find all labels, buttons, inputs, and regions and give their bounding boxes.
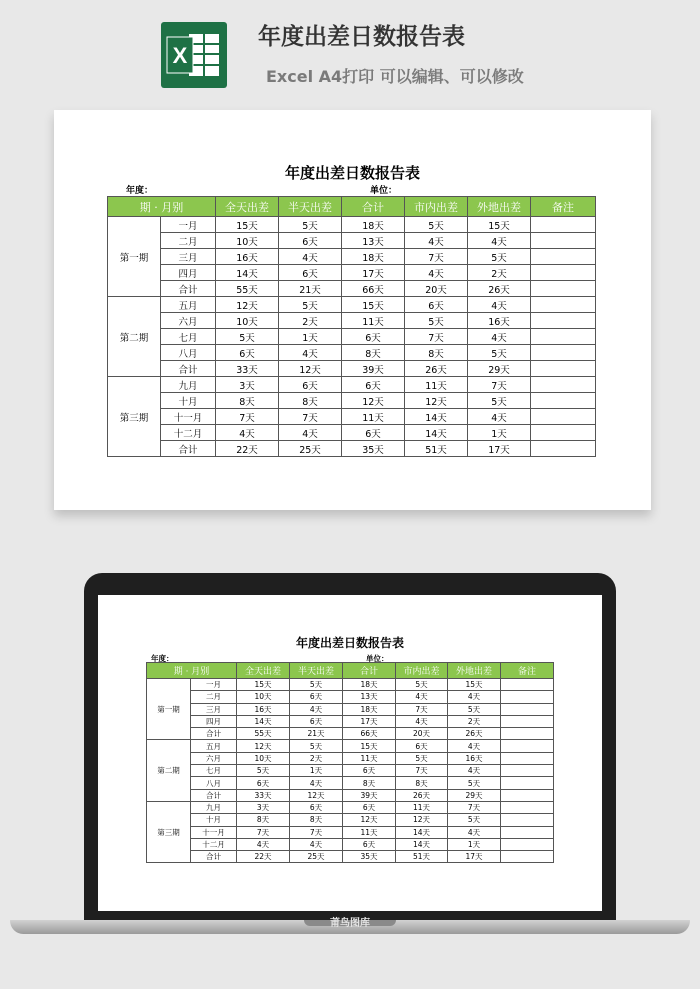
month-cell: 七月 <box>191 765 237 777</box>
month-cell: 三月 <box>161 249 216 265</box>
month-cell: 二月 <box>191 691 237 703</box>
local-cell: 6天 <box>396 740 448 752</box>
column-header: 外地出差 <box>468 197 531 217</box>
full-cell: 55天 <box>237 728 290 740</box>
column-header: 市内出差 <box>405 197 468 217</box>
month-cell: 一月 <box>191 679 237 691</box>
half-cell: 8天 <box>279 393 342 409</box>
half-cell: 6天 <box>279 233 342 249</box>
local-cell: 7天 <box>396 703 448 715</box>
table-row <box>108 265 596 281</box>
total-cell: 12天 <box>343 814 396 826</box>
remote-cell: 1天 <box>468 425 531 441</box>
table-row <box>108 345 596 361</box>
table-row <box>108 249 596 265</box>
period-cell: 第三期 <box>147 801 191 862</box>
half-cell: 2天 <box>279 313 342 329</box>
remote-cell: 15天 <box>468 217 531 233</box>
full-cell: 14天 <box>216 265 279 281</box>
local-cell: 6天 <box>405 297 468 313</box>
full-cell: 10天 <box>237 752 290 764</box>
local-cell: 14天 <box>405 425 468 441</box>
note-cell <box>501 691 554 703</box>
remote-cell: 4天 <box>448 765 501 777</box>
full-cell: 16天 <box>216 249 279 265</box>
total-cell: 66天 <box>343 728 396 740</box>
local-cell: 5天 <box>396 752 448 764</box>
total-cell: 18天 <box>342 249 405 265</box>
local-cell: 20天 <box>405 281 468 297</box>
month-cell: 四月 <box>161 265 216 281</box>
total-cell: 11天 <box>342 409 405 425</box>
note-cell <box>531 233 596 249</box>
total-cell: 35天 <box>343 851 396 863</box>
total-cell: 6天 <box>342 329 405 345</box>
note-cell <box>531 345 596 361</box>
remote-cell: 4天 <box>468 233 531 249</box>
note-cell <box>531 409 596 425</box>
sheet-title: 年度出差日数报告表 <box>284 164 420 182</box>
remote-cell: 26天 <box>468 281 531 297</box>
column-header: 备注 <box>501 663 554 679</box>
local-cell: 4天 <box>396 691 448 703</box>
local-cell: 7天 <box>405 329 468 345</box>
local-cell: 4天 <box>405 265 468 281</box>
full-cell: 5天 <box>237 765 290 777</box>
half-cell: 6天 <box>290 715 343 727</box>
remote-cell: 2天 <box>468 265 531 281</box>
period-cell: 第三期 <box>108 377 161 457</box>
total-cell: 18天 <box>343 679 396 691</box>
total-cell: 15天 <box>343 740 396 752</box>
month-cell: 三月 <box>191 703 237 715</box>
half-cell: 8天 <box>290 814 343 826</box>
half-cell: 6天 <box>290 801 343 813</box>
page-title: 年度出差日数报告表 <box>258 24 465 50</box>
half-cell: 21天 <box>290 728 343 740</box>
total-cell: 11天 <box>343 752 396 764</box>
month-cell: 合计 <box>161 441 216 457</box>
full-cell: 6天 <box>216 345 279 361</box>
local-cell: 7天 <box>396 765 448 777</box>
month-cell: 一月 <box>161 217 216 233</box>
full-cell: 55天 <box>216 281 279 297</box>
half-cell: 6天 <box>290 691 343 703</box>
full-cell: 12天 <box>237 740 290 752</box>
month-cell: 十二月 <box>191 838 237 850</box>
table-row <box>147 679 554 691</box>
total-cell: 17天 <box>342 265 405 281</box>
table-row <box>147 814 554 826</box>
total-cell: 17天 <box>343 715 396 727</box>
laptop-sheet <box>98 595 602 911</box>
full-cell: 3天 <box>237 801 290 813</box>
note-cell <box>531 265 596 281</box>
note-cell <box>531 281 596 297</box>
half-cell: 5天 <box>290 740 343 752</box>
month-cell: 十月 <box>191 814 237 826</box>
table-row <box>108 409 596 425</box>
page-subtitle: Excel A4打印 可以编辑、可以修改 <box>266 67 524 86</box>
local-cell: 51天 <box>405 441 468 457</box>
full-cell: 6天 <box>237 777 290 789</box>
total-cell: 12天 <box>342 393 405 409</box>
remote-cell: 4天 <box>468 409 531 425</box>
total-cell: 8天 <box>342 345 405 361</box>
table-row <box>147 740 554 752</box>
remote-cell: 5天 <box>468 345 531 361</box>
remote-cell: 29天 <box>448 789 501 801</box>
note-cell <box>501 715 554 727</box>
table-row <box>108 297 596 313</box>
full-cell: 3天 <box>216 377 279 393</box>
half-cell: 4天 <box>279 249 342 265</box>
note-cell <box>501 765 554 777</box>
local-cell: 8天 <box>405 345 468 361</box>
header-row <box>147 663 554 679</box>
total-cell: 8天 <box>343 777 396 789</box>
table-row <box>147 838 554 850</box>
full-cell: 8天 <box>237 814 290 826</box>
full-cell: 15天 <box>237 679 290 691</box>
year-label: 年度： <box>151 654 174 663</box>
remote-cell: 7天 <box>468 377 531 393</box>
table-row <box>108 217 596 233</box>
full-cell: 8天 <box>216 393 279 409</box>
month-cell: 合计 <box>161 281 216 297</box>
remote-cell: 17天 <box>468 441 531 457</box>
remote-cell: 5天 <box>468 249 531 265</box>
local-cell: 8天 <box>396 777 448 789</box>
month-cell: 十月 <box>161 393 216 409</box>
total-cell: 6天 <box>342 377 405 393</box>
note-cell <box>531 297 596 313</box>
half-cell: 12天 <box>279 361 342 377</box>
table-row <box>108 425 596 441</box>
month-cell: 七月 <box>161 329 216 345</box>
table-row <box>108 441 596 457</box>
table-row <box>147 703 554 715</box>
note-cell <box>501 838 554 850</box>
remote-cell: 4天 <box>468 329 531 345</box>
remote-cell: 4天 <box>468 297 531 313</box>
column-header: 半天出差 <box>290 663 343 679</box>
remote-cell: 15天 <box>448 679 501 691</box>
half-cell: 4天 <box>279 425 342 441</box>
full-cell: 33天 <box>216 361 279 377</box>
note-cell <box>501 728 554 740</box>
month-cell: 合计 <box>161 361 216 377</box>
half-cell: 1天 <box>279 329 342 345</box>
table-row <box>108 393 596 409</box>
remote-cell: 29天 <box>468 361 531 377</box>
remote-cell: 16天 <box>448 752 501 764</box>
total-cell: 18天 <box>343 703 396 715</box>
local-cell: 4天 <box>396 715 448 727</box>
column-header: 市内出差 <box>396 663 448 679</box>
local-cell: 12天 <box>405 393 468 409</box>
table-row <box>108 233 596 249</box>
column-header: 半天出差 <box>279 197 342 217</box>
table-row <box>108 361 596 377</box>
column-header: 期 · 月别 <box>108 197 216 217</box>
half-cell: 4天 <box>290 777 343 789</box>
note-cell <box>531 361 596 377</box>
half-cell: 25天 <box>290 851 343 863</box>
total-cell: 6天 <box>343 801 396 813</box>
month-cell: 四月 <box>191 715 237 727</box>
remote-cell: 5天 <box>448 814 501 826</box>
brand-watermark: 莆鸟图库 <box>330 918 370 929</box>
local-cell: 12天 <box>396 814 448 826</box>
half-cell: 7天 <box>279 409 342 425</box>
half-cell: 6天 <box>279 265 342 281</box>
note-cell <box>531 377 596 393</box>
report-table <box>107 196 596 457</box>
sheet-preview <box>54 110 651 510</box>
local-cell: 20天 <box>396 728 448 740</box>
half-cell: 4天 <box>290 838 343 850</box>
period-cell: 第一期 <box>108 217 161 297</box>
half-cell: 6天 <box>279 377 342 393</box>
header-row <box>108 197 596 217</box>
remote-cell: 2天 <box>448 715 501 727</box>
full-cell: 33天 <box>237 789 290 801</box>
total-cell: 39天 <box>343 789 396 801</box>
table-row <box>147 826 554 838</box>
half-cell: 5天 <box>279 297 342 313</box>
note-cell <box>501 679 554 691</box>
table-row <box>147 851 554 863</box>
total-cell: 66天 <box>342 281 405 297</box>
month-cell: 十一月 <box>161 409 216 425</box>
local-cell: 5天 <box>405 217 468 233</box>
period-cell: 第二期 <box>108 297 161 377</box>
full-cell: 7天 <box>237 826 290 838</box>
note-cell <box>501 814 554 826</box>
column-header: 备注 <box>531 197 596 217</box>
column-header: 合计 <box>342 197 405 217</box>
full-cell: 10天 <box>216 313 279 329</box>
remote-cell: 7天 <box>448 801 501 813</box>
month-cell: 十二月 <box>161 425 216 441</box>
month-cell: 五月 <box>191 740 237 752</box>
half-cell: 1天 <box>290 765 343 777</box>
full-cell: 10天 <box>216 233 279 249</box>
note-cell <box>531 393 596 409</box>
local-cell: 26天 <box>396 789 448 801</box>
half-cell: 5天 <box>279 217 342 233</box>
column-header: 外地出差 <box>448 663 501 679</box>
column-header: 期 · 月别 <box>147 663 237 679</box>
total-cell: 13天 <box>343 691 396 703</box>
month-cell: 五月 <box>161 297 216 313</box>
remote-cell: 5天 <box>468 393 531 409</box>
total-cell: 6天 <box>343 838 396 850</box>
note-cell <box>531 217 596 233</box>
month-cell: 二月 <box>161 233 216 249</box>
svg-text:X: X <box>172 43 188 68</box>
note-cell <box>501 703 554 715</box>
note-cell <box>501 789 554 801</box>
period-cell: 第二期 <box>147 740 191 801</box>
year-label: 年度： <box>126 186 154 196</box>
remote-cell: 1天 <box>448 838 501 850</box>
local-cell: 11天 <box>405 377 468 393</box>
month-cell: 合计 <box>191 851 237 863</box>
local-cell: 4天 <box>405 233 468 249</box>
full-cell: 22天 <box>237 851 290 863</box>
month-cell: 合计 <box>191 728 237 740</box>
column-header: 合计 <box>343 663 396 679</box>
column-header: 全天出差 <box>237 663 290 679</box>
table-row <box>147 789 554 801</box>
sheet-title: 年度出差日数报告表 <box>295 636 404 650</box>
total-cell: 6天 <box>342 425 405 441</box>
half-cell: 2天 <box>290 752 343 764</box>
month-cell: 十一月 <box>191 826 237 838</box>
half-cell: 7天 <box>290 826 343 838</box>
month-cell: 六月 <box>161 313 216 329</box>
full-cell: 10天 <box>237 691 290 703</box>
full-cell: 16天 <box>237 703 290 715</box>
note-cell <box>531 329 596 345</box>
table-row <box>147 691 554 703</box>
period-cell: 第一期 <box>147 679 191 740</box>
unit-label: 单位： <box>370 186 398 196</box>
remote-cell: 4天 <box>448 740 501 752</box>
total-cell: 13天 <box>342 233 405 249</box>
table-row <box>108 377 596 393</box>
month-cell: 合计 <box>191 789 237 801</box>
full-cell: 14天 <box>237 715 290 727</box>
table-row <box>147 801 554 813</box>
table-row <box>147 728 554 740</box>
remote-cell: 4天 <box>448 691 501 703</box>
table-row <box>147 765 554 777</box>
table-row <box>147 715 554 727</box>
total-cell: 39天 <box>342 361 405 377</box>
note-cell <box>501 777 554 789</box>
half-cell: 4天 <box>279 345 342 361</box>
month-cell: 八月 <box>161 345 216 361</box>
total-cell: 35天 <box>342 441 405 457</box>
note-cell <box>501 801 554 813</box>
total-cell: 11天 <box>342 313 405 329</box>
note-cell <box>531 425 596 441</box>
full-cell: 12天 <box>216 297 279 313</box>
full-cell: 5天 <box>216 329 279 345</box>
remote-cell: 5天 <box>448 703 501 715</box>
note-cell <box>501 851 554 863</box>
half-cell: 25天 <box>279 441 342 457</box>
table-row <box>147 777 554 789</box>
local-cell: 14天 <box>396 838 448 850</box>
local-cell: 26天 <box>405 361 468 377</box>
note-cell <box>501 752 554 764</box>
table-row <box>108 281 596 297</box>
local-cell: 14天 <box>396 826 448 838</box>
column-header: 全天出差 <box>216 197 279 217</box>
total-cell: 6天 <box>343 765 396 777</box>
report-table <box>146 662 554 863</box>
total-cell: 15天 <box>342 297 405 313</box>
local-cell: 14天 <box>405 409 468 425</box>
note-cell <box>501 740 554 752</box>
table-row <box>147 752 554 764</box>
remote-cell: 17天 <box>448 851 501 863</box>
half-cell: 5天 <box>290 679 343 691</box>
full-cell: 4天 <box>216 425 279 441</box>
remote-cell: 16天 <box>468 313 531 329</box>
month-cell: 六月 <box>191 752 237 764</box>
note-cell <box>531 249 596 265</box>
note-cell <box>531 313 596 329</box>
remote-cell: 5天 <box>448 777 501 789</box>
total-cell: 18天 <box>342 217 405 233</box>
remote-cell: 4天 <box>448 826 501 838</box>
half-cell: 12天 <box>290 789 343 801</box>
excel-icon <box>161 22 227 88</box>
month-cell: 八月 <box>191 777 237 789</box>
half-cell: 4天 <box>290 703 343 715</box>
total-cell: 11天 <box>343 826 396 838</box>
table-row <box>108 313 596 329</box>
note-cell <box>531 441 596 457</box>
local-cell: 5天 <box>405 313 468 329</box>
full-cell: 7天 <box>216 409 279 425</box>
full-cell: 4天 <box>237 838 290 850</box>
local-cell: 7天 <box>405 249 468 265</box>
local-cell: 11天 <box>396 801 448 813</box>
unit-label: 单位： <box>366 654 389 663</box>
remote-cell: 26天 <box>448 728 501 740</box>
local-cell: 5天 <box>396 679 448 691</box>
table-row <box>108 329 596 345</box>
month-cell: 九月 <box>161 377 216 393</box>
half-cell: 21天 <box>279 281 342 297</box>
full-cell: 22天 <box>216 441 279 457</box>
note-cell <box>501 826 554 838</box>
local-cell: 51天 <box>396 851 448 863</box>
full-cell: 15天 <box>216 217 279 233</box>
month-cell: 九月 <box>191 801 237 813</box>
